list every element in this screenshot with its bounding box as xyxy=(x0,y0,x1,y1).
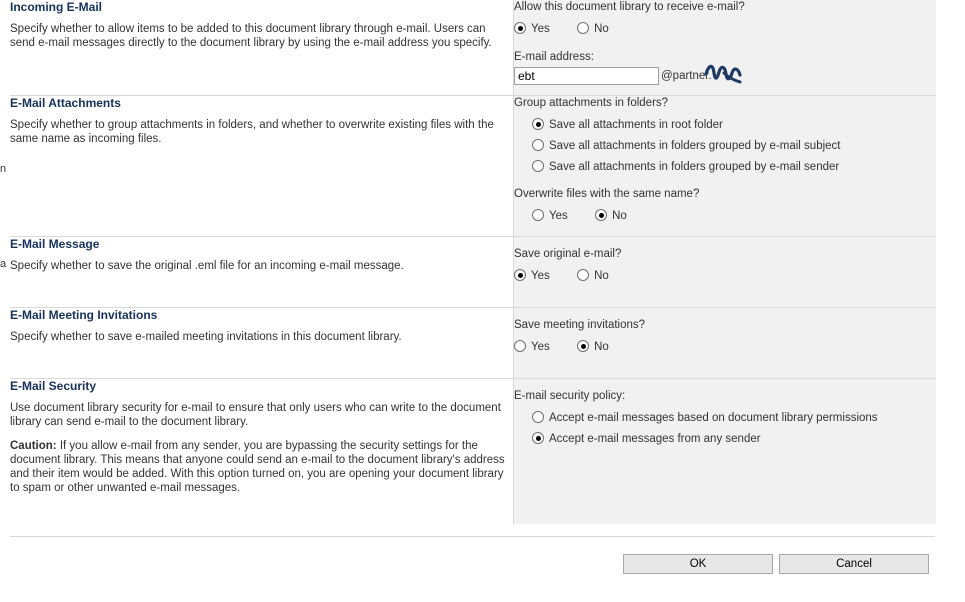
radio-save-original-no[interactable] xyxy=(577,267,609,284)
radio-label: No xyxy=(594,341,609,353)
email-address-line xyxy=(514,67,936,85)
question-group-attachments: Group attachments in folders? xyxy=(514,97,669,109)
table-row xyxy=(10,237,936,308)
radio-icon[interactable] xyxy=(532,411,544,423)
radio-label: Accept e-mail messages from any sender xyxy=(549,433,761,445)
section-description-email-message xyxy=(10,237,514,308)
radio-group-allow-receive-email xyxy=(514,20,936,37)
radio-overwrite-yes[interactable] xyxy=(532,207,568,224)
radio-label: Accept e-mail messages based on document library permissions xyxy=(549,412,878,424)
radio-security-library-permissions[interactable] xyxy=(532,409,936,426)
radio-group-overwrite-files xyxy=(532,207,936,224)
section-title-email-message: E-Mail Message xyxy=(10,237,100,251)
radio-icon[interactable] xyxy=(595,209,607,221)
section-text-email-attachments: Specify whether to group attachments in folders, and whether to overwrite existing files with the same name as incoming files. xyxy=(10,119,494,145)
radio-label: Save all attachments in folders grouped by e-mail sender xyxy=(549,161,840,173)
radio-attachments-by-subject[interactable] xyxy=(532,137,936,154)
radio-icon[interactable] xyxy=(532,209,544,221)
table-row xyxy=(10,96,936,237)
section-title-email-security: E-Mail Security xyxy=(10,379,97,393)
radio-icon[interactable] xyxy=(532,160,544,172)
radio-icon[interactable] xyxy=(577,269,589,281)
email-domain-suffix: @partner. xyxy=(661,70,712,82)
radio-label: Yes xyxy=(549,210,568,222)
radio-icon[interactable] xyxy=(532,139,544,151)
cancel-button[interactable]: Cancel xyxy=(779,554,929,574)
radio-meeting-invitations-yes[interactable] xyxy=(514,338,550,355)
section-controls-email-message xyxy=(514,237,937,308)
radio-allow-receive-email-yes[interactable] xyxy=(514,20,550,37)
section-description-email-security xyxy=(10,379,514,525)
radio-security-any-sender[interactable] xyxy=(532,430,936,447)
radio-icon[interactable] xyxy=(514,22,526,34)
radio-meeting-invitations-no[interactable] xyxy=(577,338,609,355)
radio-overwrite-no[interactable] xyxy=(595,207,627,224)
question-allow-receive-email: Allow this document library to receive e-mail? xyxy=(514,1,745,13)
caution-note xyxy=(10,439,513,495)
radio-label: No xyxy=(612,210,627,222)
radio-icon[interactable] xyxy=(514,340,526,352)
radio-save-original-yes[interactable] xyxy=(514,267,550,284)
radio-group-group-attachments xyxy=(532,116,936,175)
edge-fragment-2: a xyxy=(0,258,7,270)
question-save-meeting-invitations: Save meeting invitations? xyxy=(514,319,646,331)
bottom-strip xyxy=(0,594,965,602)
section-description-email-attachments xyxy=(10,96,514,237)
radio-label: Yes xyxy=(531,341,550,353)
ok-button[interactable]: OK xyxy=(623,554,773,574)
radio-icon[interactable] xyxy=(532,118,544,130)
section-text-email-security: Use document library security for e-mail to ensure that only users who can write to the document library can send e-mail to the document library. xyxy=(10,402,501,428)
radio-group-save-original-email xyxy=(514,267,936,284)
radio-group-email-security-policy xyxy=(532,409,936,447)
section-controls-incoming-email xyxy=(514,0,937,96)
radio-attachments-root-folder[interactable] xyxy=(532,116,936,133)
section-controls-email-security xyxy=(514,379,937,525)
question-email-security-policy: E-mail security policy: xyxy=(514,390,626,402)
table-row xyxy=(10,0,936,96)
section-description-email-meeting-invitations xyxy=(10,308,514,379)
edge-fragment-1: n xyxy=(0,163,7,175)
label-email-address: E-mail address: xyxy=(514,51,594,63)
section-text-email-meeting-invitations: Specify whether to save e-mailed meeting invitations in this document library. xyxy=(10,331,402,343)
section-text-incoming-email: Specify whether to allow items to be added to this document library through e-mail. Users can send e-mail messages directly to the document library by using the e-mail address you specify. xyxy=(10,23,492,49)
dialog-button-bar xyxy=(10,536,935,593)
radio-allow-receive-email-no[interactable] xyxy=(577,20,609,37)
section-title-incoming-email: Incoming E-Mail xyxy=(10,0,103,14)
settings-table xyxy=(10,0,936,524)
radio-group-save-meeting-invitations xyxy=(514,338,936,355)
question-save-original-email: Save original e-mail? xyxy=(514,248,622,260)
radio-icon[interactable] xyxy=(577,22,589,34)
radio-label: No xyxy=(594,270,609,282)
radio-icon[interactable] xyxy=(514,269,526,281)
section-controls-email-attachments xyxy=(514,96,937,237)
radio-label: Save all attachments in root folder xyxy=(549,119,723,131)
radio-label: No xyxy=(594,23,609,35)
radio-label: Yes xyxy=(531,23,550,35)
radio-icon[interactable] xyxy=(532,432,544,444)
section-title-email-attachments: E-Mail Attachments xyxy=(10,96,121,110)
section-controls-email-meeting-invitations xyxy=(514,308,937,379)
email-address-input[interactable] xyxy=(514,67,659,85)
section-title-email-meeting-invitations: E-Mail Meeting Invitations xyxy=(10,308,158,322)
section-text-email-message: Specify whether to save the original .eml file for an incoming e-mail message. xyxy=(10,260,404,272)
table-row xyxy=(10,379,936,525)
radio-label: Save all attachments in folders grouped by e-mail subject xyxy=(549,140,841,152)
caution-text: If you allow e-mail from any sender, you are bypassing the security settings for the document library. This means that anyone could send an e-mail to the document library's address and their item would be added. With this option turned on, you are opening your document library to spam or other unwanted e-mail messages. xyxy=(10,440,505,494)
question-overwrite-files: Overwrite files with the same name? xyxy=(514,188,700,200)
radio-label: Yes xyxy=(531,270,550,282)
section-description-incoming-email xyxy=(10,0,514,96)
caution-label: Caution: xyxy=(10,440,57,452)
radio-attachments-by-sender[interactable] xyxy=(532,158,936,175)
radio-icon[interactable] xyxy=(577,340,589,352)
table-row xyxy=(10,308,936,379)
